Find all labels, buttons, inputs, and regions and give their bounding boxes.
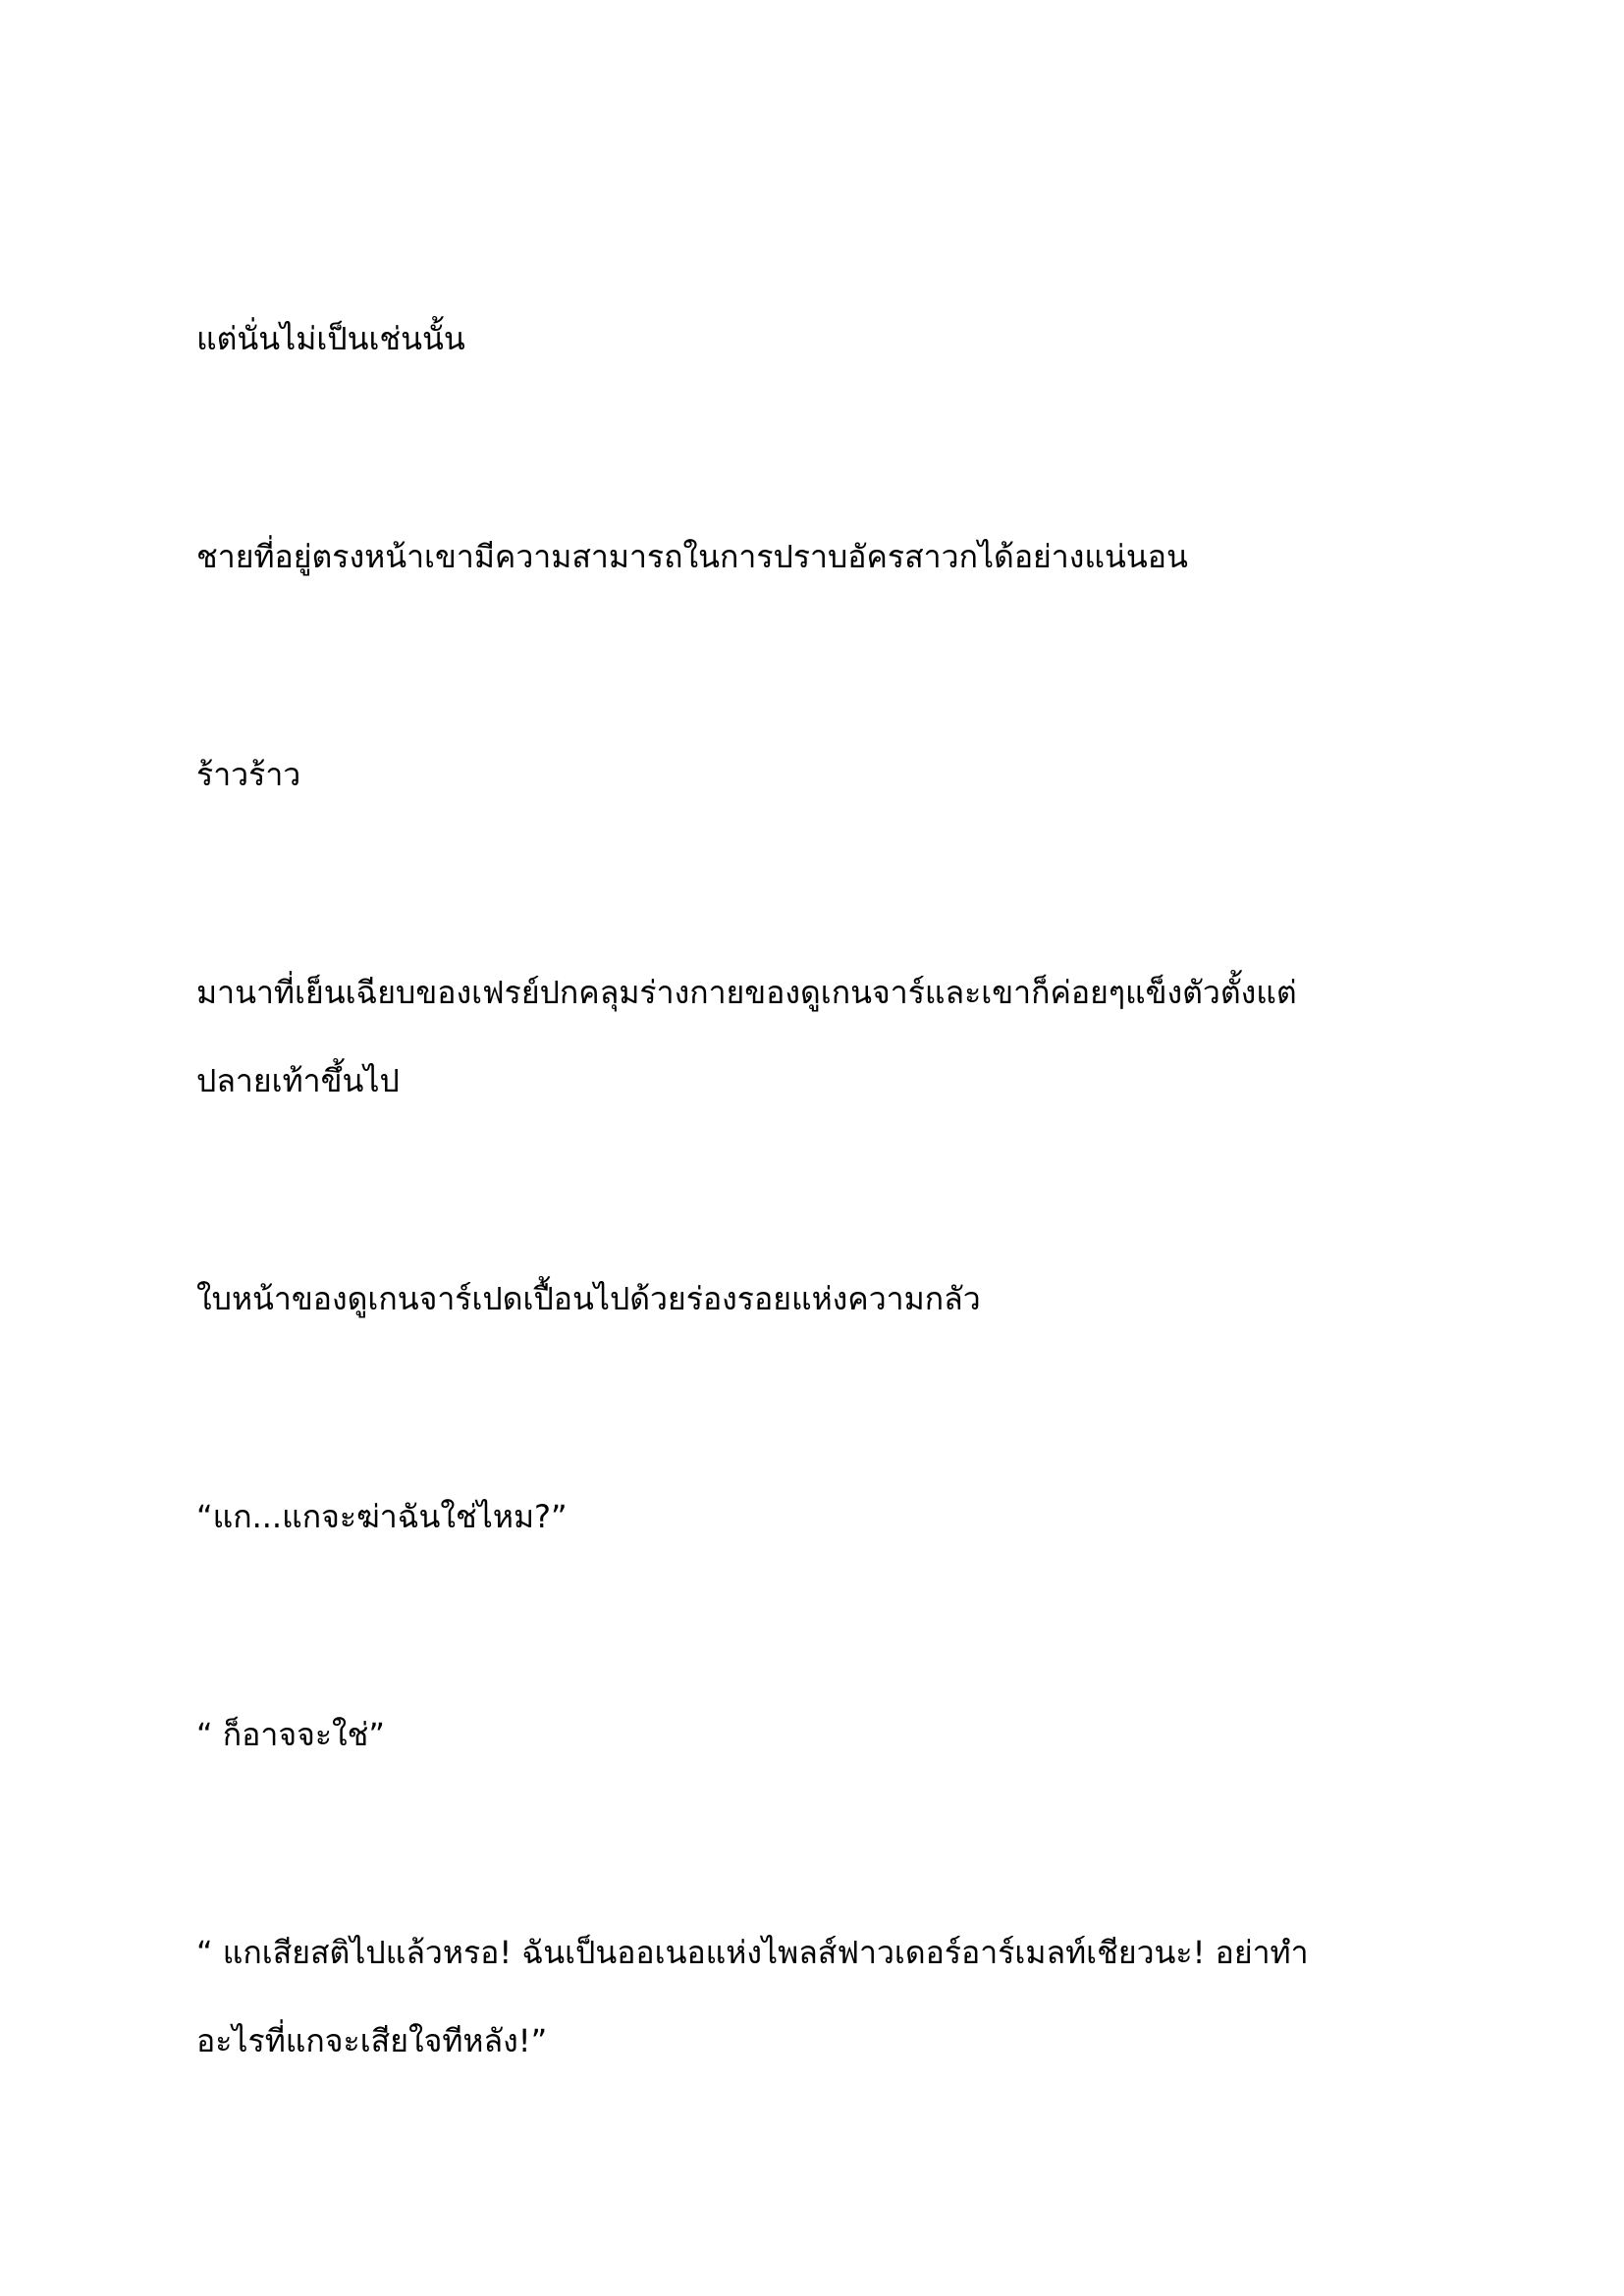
paragraph	[196, 730, 1473, 819]
paragraph-line: ชายที่อยู่ตรงหน้าเขามีความสามารถในการปราบอัครสาวกได้อย่างแน่นอน	[196, 538, 1188, 575]
dialogue-line: “ ก็อาจจะใช่”	[196, 1716, 385, 1753]
dialogue-paragraph	[196, 1472, 1473, 1561]
paragraph	[196, 948, 1473, 1125]
paragraph-line: มานาที่เย็นเฉียบของเฟรย์ปกคลุมร่างกายของดูเกนจาร์และเขาก็ค่อยๆแข็งตัวตั้งแต่	[196, 974, 1297, 1011]
dialogue-line: “แก...แกจะฆ่าฉันใช่ไหม?”	[196, 1498, 568, 1535]
paragraph-line: ร้าวร้าว	[196, 756, 301, 793]
paragraph	[196, 512, 1473, 601]
paragraph-line: ปลายเท้าขึ้นไป	[196, 1062, 400, 1099]
dialogue-paragraph	[196, 1690, 1473, 1779]
dialogue-paragraph	[196, 1908, 1473, 2085]
dialogue-line: อะไรที่แกจะเสียใจทีหลัง!”	[196, 2022, 548, 2059]
paragraph-line: แต่นั่นไม่เป็นเช่นนั้น	[196, 320, 465, 357]
dialogue-line: “ แกเสียสติไปแล้วหรอ! ฉันเป็นออเนอแห่งไพลส์ฟาวเดอร์อาร์เมลท์เชียวนะ! อย่าทำ	[196, 1934, 1309, 1971]
paragraph	[196, 1255, 1473, 1343]
paragraph	[196, 294, 1473, 383]
paragraph-line: ใบหน้าของดูเกนจาร์เปดเปื้อนไปด้วยร่องรอยแห่งความกลัว	[196, 1280, 981, 1317]
